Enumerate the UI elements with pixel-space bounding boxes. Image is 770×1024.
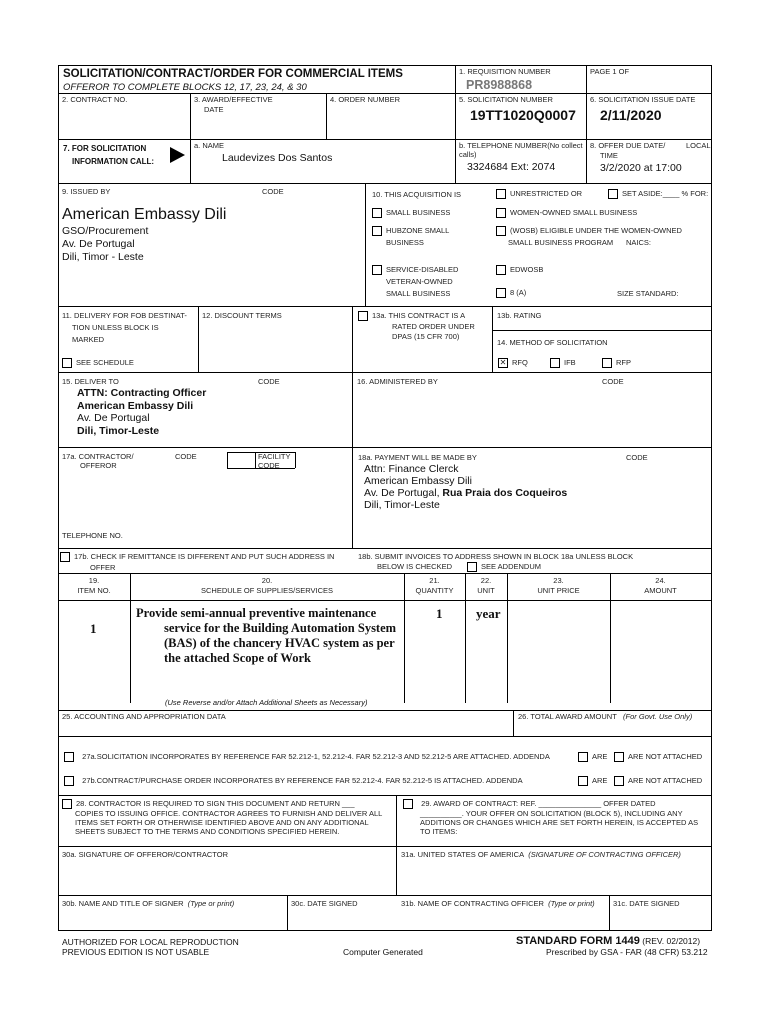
col-quantity-header: 21. QUANTITY bbox=[415, 576, 454, 595]
solicitation-incorporates-option[interactable]: 27a.SOLICITATION INCORPORATES BY REFERENCE FAR 52.212-1, 52.212-4. FAR 52.212-3 AND 52.212-5 ARE ATTACHED. ADDENDA bbox=[64, 752, 550, 762]
remittance-label-2: OFFER bbox=[90, 563, 116, 572]
authorized-reproduction: AUTHORIZED FOR LOCAL REPRODUCTION bbox=[62, 937, 239, 947]
rated-order-option[interactable]: 13a. THIS CONTRACT IS A bbox=[358, 311, 465, 321]
form-subtitle: OFFEROR TO COMPLETE BLOCKS 12, 17, 23, 24, & 30 bbox=[63, 82, 307, 93]
naics-label: NAICS: bbox=[626, 238, 652, 247]
contact-name-value[interactable]: Laudevizes Dos Santos bbox=[222, 152, 333, 164]
deliver-to-line-2: American Embassy Dili bbox=[77, 400, 194, 412]
contractor-sign-line-3: ITEMS SET FORTH OR OTHERWISE IDENTIFIED ABOVE AND ON ANY ADDITIONAL bbox=[75, 818, 369, 827]
delivery-label-2: TION UNLESS BLOCK IS bbox=[72, 323, 159, 332]
item-number: 1 bbox=[90, 621, 97, 636]
award-contract-option[interactable]: 29. AWARD OF CONTRACT: REF. _______________ OFFER DATED bbox=[403, 799, 656, 809]
arrow-right-icon bbox=[170, 147, 185, 163]
ifb-option[interactable]: IFB bbox=[550, 358, 576, 368]
information-call-label: INFORMATION CALL: bbox=[72, 157, 155, 166]
set-aside-option[interactable]: SET ASIDE:____ % FOR: bbox=[608, 189, 708, 199]
item-description: Provide semi-annual preventive maintenance service for the Building Automation System (BAS) of the chancery HVAC system as per the attached Scope of Work bbox=[136, 606, 397, 665]
payment-line-1: Attn: Finance Clerck bbox=[364, 463, 459, 475]
contract-incorporates-option[interactable]: 27b.CONTRACT/PURCHASE ORDER INCORPORATES BY REFERENCE FAR 52.212-4. FAR 52.212-5 IS ATTACHED. ADDENDA bbox=[64, 776, 523, 786]
women-owned-option[interactable]: WOMEN-OWNED SMALL BUSINESS bbox=[496, 208, 637, 218]
delivery-label-1: 11. DELIVERY FOR FOB DESTINAT- bbox=[62, 311, 187, 320]
requisition-label: 1. REQUISITION NUMBER bbox=[459, 67, 551, 76]
solicitation-no-value[interactable]: 19TT1020Q0007 bbox=[470, 107, 576, 123]
contractor-sign-line-4: SHEETS SUBJECT TO THE TERMS AND CONDITIONS SPECIFIED HEREIN. bbox=[75, 827, 340, 836]
solicitation-no-label: 5. SOLICITATION NUMBER bbox=[459, 95, 553, 104]
additional-sheets-note: (Use Reverse and/or Attach Additional Sheets as Necessary) bbox=[165, 698, 368, 707]
col-unit-price-header: 23. UNIT PRICE bbox=[537, 576, 580, 595]
see-addendum-checkbox[interactable] bbox=[467, 562, 477, 572]
contractor-code-label: CODE bbox=[175, 452, 197, 461]
form-number: STANDARD FORM 1449 (REV. 02/2012) bbox=[516, 935, 701, 947]
invoice-label-2: BELOW IS CHECKED bbox=[377, 562, 453, 571]
hubzone-label-2: BUSINESS bbox=[386, 238, 424, 247]
col-schedule-header: 20. SCHEDULE OF SUPPLIES/SERVICES bbox=[201, 576, 333, 595]
27b-are-option[interactable]: ARE bbox=[578, 776, 607, 786]
wosb-checkbox[interactable] bbox=[496, 226, 506, 236]
27a-are-option[interactable]: ARE bbox=[578, 752, 607, 762]
item-quantity: 1 bbox=[436, 606, 443, 621]
payment-code-label: CODE bbox=[626, 453, 648, 462]
total-award-label: 26. TOTAL AWARD AMOUNT (For Govt. Use Only) bbox=[518, 712, 693, 721]
sdvosb-checkbox[interactable] bbox=[372, 265, 382, 275]
wosb-label-2: SMALL BUSINESS PROGRAM bbox=[508, 238, 614, 247]
award-contract-line-3: ADDITIONS OR CHANGES WHICH ARE SET FORTH HEREIN, IS ACCEPTED AS bbox=[420, 818, 699, 827]
accounting-label: 25. ACCOUNTING AND APPROPRIATION DATA bbox=[62, 712, 226, 721]
rated-order-label-3: DPAS (15 CFR 700) bbox=[392, 332, 460, 341]
small-business-option[interactable]: SMALL BUSINESS bbox=[372, 208, 450, 218]
see-addendum-option[interactable]: SEE ADDENDUM bbox=[467, 562, 541, 572]
issuer-line-1: GSO/Procurement bbox=[62, 225, 149, 237]
col-unit-header: 22. UNIT bbox=[477, 576, 495, 595]
deliver-to-line-1: ATTN: Contracting Officer bbox=[77, 387, 207, 399]
offeror-signature-label: 30a. SIGNATURE OF OFFEROR/CONTRACTOR bbox=[62, 850, 228, 859]
wosb-option[interactable]: (WOSB) ELIGIBLE UNDER THE WOMEN-OWNED bbox=[496, 226, 682, 236]
usa-signature-label: 31a. UNITED STATES OF AMERICA (SIGNATURE OF CONTRACTING OFFICER) bbox=[401, 850, 681, 859]
requisition-number[interactable]: PR8988868 bbox=[466, 78, 533, 92]
item-unit: year bbox=[476, 606, 501, 621]
edwosb-checkbox[interactable] bbox=[496, 265, 506, 275]
27b-are-checkbox[interactable] bbox=[578, 776, 588, 786]
administered-code-label: CODE bbox=[602, 377, 624, 386]
payment-line-3: Av. De Portugal, Rua Praia dos Coqueiros bbox=[364, 487, 568, 499]
rated-order-checkbox[interactable] bbox=[358, 311, 368, 321]
acquisition-label: 10. THIS ACQUISITION IS bbox=[372, 190, 462, 199]
ifb-checkbox[interactable] bbox=[550, 358, 560, 368]
small-business-checkbox[interactable] bbox=[372, 208, 382, 218]
contractor-label-1: 17a. CONTRACTOR/ bbox=[62, 452, 134, 461]
administered-by-label: 16. ADMINISTERED BY bbox=[357, 377, 438, 386]
deliver-to-code-label: CODE bbox=[258, 377, 280, 386]
rfq-option[interactable]: ✕ RFQ bbox=[499, 358, 528, 368]
telephone-value[interactable]: 3324684 Ext: 2074 bbox=[467, 161, 556, 173]
order-no-label: 4. ORDER NUMBER bbox=[330, 95, 401, 104]
facility-code-label-2: CODE bbox=[258, 461, 280, 470]
issuer-line-3: Dili, Timor - Leste bbox=[62, 251, 144, 263]
offer-due-local-label: LOCAL bbox=[686, 141, 711, 150]
col-item-no-header: 19. ITEM NO. bbox=[77, 576, 111, 595]
contractor-sign-line-2: COPIES TO ISSUING OFFICE. CONTRACTOR AGREES TO FURNISH AND DELIVER ALL bbox=[75, 809, 383, 818]
issuer-line-2: Av. De Portugal bbox=[62, 238, 135, 250]
27a-are-checkbox[interactable] bbox=[578, 752, 588, 762]
hubzone-option[interactable]: HUBZONE SMALL bbox=[372, 226, 449, 236]
officer-name-label: 31b. NAME OF CONTRACTING OFFICER (Type or print) bbox=[401, 899, 595, 908]
col-amount-header: 24. AMOUNT bbox=[644, 576, 677, 595]
form-title: SOLICITATION/CONTRACT/ORDER FOR COMMERCIAL ITEMS bbox=[63, 68, 403, 80]
issued-by-code-label: CODE bbox=[262, 187, 284, 196]
telephone-no-label: TELEPHONE NO. bbox=[62, 531, 123, 540]
unrestricted-checkbox[interactable] bbox=[496, 189, 506, 199]
payment-line-2: American Embassy Dili bbox=[364, 475, 472, 487]
award-date-label-2: DATE bbox=[204, 105, 224, 114]
eight-a-checkbox[interactable] bbox=[496, 288, 506, 298]
rating-label: 13b. RATING bbox=[497, 311, 542, 320]
delivery-label-3: MARKED bbox=[72, 335, 105, 344]
computer-generated: Computer Generated bbox=[343, 947, 423, 957]
issuer-name[interactable]: American Embassy Dili bbox=[62, 206, 227, 223]
award-contract-checkbox[interactable] bbox=[403, 799, 413, 809]
telephone-label-2: calls) bbox=[459, 150, 477, 159]
edwosb-option[interactable]: EDWOSB bbox=[496, 265, 543, 275]
telephone-label: b. TELEPHONE NUMBER(No collect bbox=[459, 141, 583, 150]
award-date-label: 3. AWARD/EFFECTIVE bbox=[194, 95, 273, 104]
women-owned-checkbox[interactable] bbox=[496, 208, 506, 218]
payment-label: 18a. PAYMENT WILL BE MADE BY bbox=[358, 453, 477, 462]
sdvosb-label-2: VETERAN-OWNED bbox=[386, 277, 453, 286]
remittance-checkbox[interactable] bbox=[60, 552, 70, 562]
hubzone-checkbox[interactable] bbox=[372, 226, 382, 236]
solicitation-incorporates-checkbox[interactable] bbox=[64, 752, 74, 762]
method-label: 14. METHOD OF SOLICITATION bbox=[497, 338, 608, 347]
offer-due-label: 8. OFFER DUE DATE/ bbox=[590, 141, 666, 150]
see-schedule-checkbox[interactable] bbox=[62, 358, 72, 368]
solicitation-info-label: 7. FOR SOLICITATION bbox=[63, 144, 147, 153]
issued-by-label: 9. ISSUED BY bbox=[62, 187, 111, 196]
sdvosb-label-3: SMALL BUSINESS bbox=[386, 289, 451, 298]
offer-due-value[interactable]: 3/2/2020 at 17:00 bbox=[600, 162, 682, 174]
eight-a-option[interactable]: 8 (A) bbox=[496, 288, 526, 298]
offer-due-time-label: TIME bbox=[600, 151, 618, 160]
set-aside-checkbox[interactable] bbox=[608, 189, 618, 199]
discount-terms-label: 12. DISCOUNT TERMS bbox=[202, 311, 282, 320]
contractor-sign-option[interactable]: 28. CONTRACTOR IS REQUIRED TO SIGN THIS DOCUMENT AND RETURN ___ bbox=[62, 799, 355, 809]
see-schedule-option[interactable]: SEE SCHEDULE bbox=[62, 358, 134, 368]
rfp-checkbox[interactable] bbox=[602, 358, 612, 368]
award-contract-line-2: __________. YOUR OFFER ON SOLICITATION (BLOCK 5), INCLUDING ANY bbox=[420, 809, 683, 818]
unrestricted-option[interactable]: UNRESTRICTED OR bbox=[496, 189, 582, 199]
size-standard-label: SIZE STANDARD: bbox=[617, 289, 679, 298]
deliver-to-line-3: Av. De Portugal bbox=[77, 412, 150, 424]
payment-line-4: Dili, Timor-Leste bbox=[364, 499, 440, 511]
issue-date-value[interactable]: 2/11/2020 bbox=[600, 107, 662, 123]
facility-code-label-1: FACILITY bbox=[258, 452, 291, 461]
contract-no-label: 2. CONTRACT NO. bbox=[62, 95, 128, 104]
officer-date-signed-label: 31c. DATE SIGNED bbox=[613, 899, 680, 908]
offeror-date-signed-label: 30c. DATE SIGNED bbox=[291, 899, 358, 908]
invoice-label-1: 18b. SUBMIT INVOICES TO ADDRESS SHOWN IN BLOCK 18a UNLESS BLOCK bbox=[358, 552, 634, 561]
rfp-option[interactable]: RFP bbox=[602, 358, 631, 368]
issue-date-label: 6. SOLICITATION ISSUE DATE bbox=[590, 95, 696, 104]
sdvosb-option[interactable]: SERVICE-DISABLED bbox=[372, 265, 458, 275]
award-contract-line-4: TO ITEMS: bbox=[420, 827, 458, 836]
27a-are-not-checkbox[interactable] bbox=[614, 752, 624, 762]
contractor-sign-checkbox[interactable] bbox=[62, 799, 72, 809]
27b-are-not-option[interactable]: ARE NOT ATTACHED bbox=[614, 776, 702, 786]
deliver-to-label: 15. DELIVER TO bbox=[62, 377, 119, 386]
prescribed-by: Prescribed by GSA - FAR (48 CFR) 53.212 bbox=[546, 947, 708, 957]
rfq-checkbox-checked[interactable]: ✕ bbox=[499, 358, 507, 368]
deliver-to-line-4: Dili, Timor-Leste bbox=[77, 425, 160, 437]
remittance-option[interactable]: 17b. CHECK IF REMITTANCE IS DIFFERENT AND PUT SUCH ADDRESS IN bbox=[60, 552, 334, 562]
page-label: PAGE 1 OF bbox=[590, 67, 630, 76]
contact-name-label: a. NAME bbox=[194, 141, 225, 150]
27a-are-not-option[interactable]: ARE NOT ATTACHED bbox=[614, 752, 702, 762]
signer-name-label: 30b. NAME AND TITLE OF SIGNER (Type or print) bbox=[62, 899, 235, 908]
previous-edition: PREVIOUS EDITION IS NOT USABLE bbox=[62, 947, 210, 957]
rated-order-label-2: RATED ORDER UNDER bbox=[392, 322, 475, 331]
27b-are-not-checkbox[interactable] bbox=[614, 776, 624, 786]
contract-incorporates-checkbox[interactable] bbox=[64, 776, 74, 786]
contractor-label-2: OFFEROR bbox=[80, 461, 117, 470]
